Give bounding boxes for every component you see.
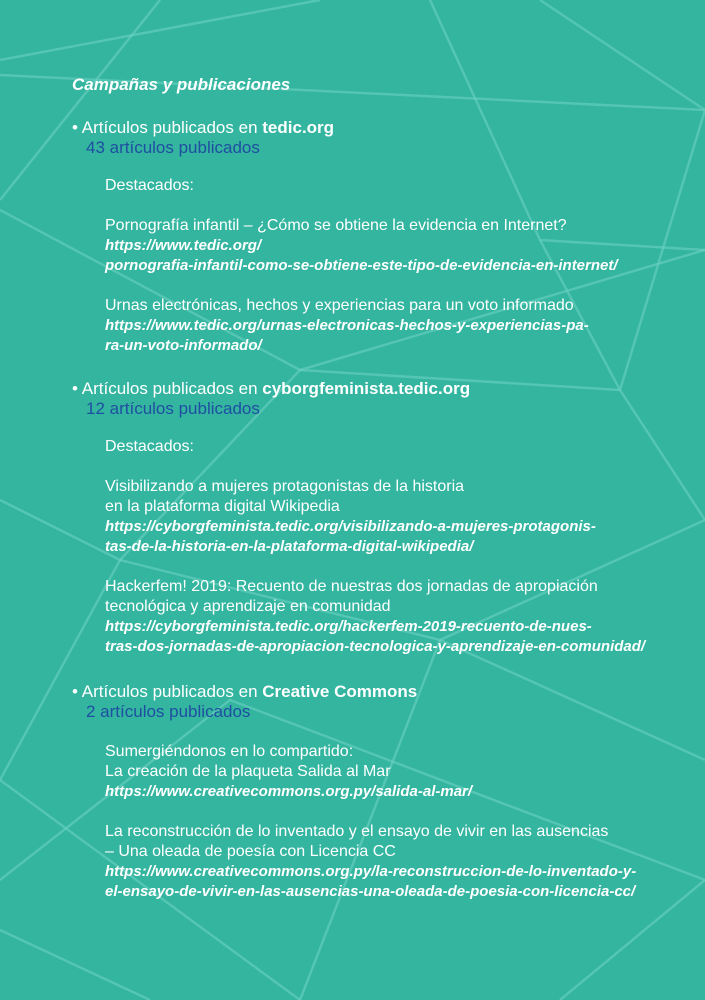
article-title: Sumergiéndonos en lo compartido:	[105, 743, 354, 760]
bullet: •	[72, 118, 78, 137]
article-url[interactable]: tas-de-la-historia-en-la-plataforma-digital-wikipedia/	[105, 538, 474, 555]
article-count: 2 artículos publicados	[86, 702, 251, 721]
article-title: Hackerfem! 2019: Recuento de nuestras dos jornadas de apropiación	[105, 578, 598, 595]
article-item	[105, 296, 670, 356]
article-title: Pornografía infantil – ¿Cómo se obtiene la evidencia en Internet?	[105, 217, 567, 234]
site-name: tedic.org	[262, 118, 335, 137]
section-tedic	[72, 118, 672, 356]
article-url[interactable]: https://cyborgfeminista.tedic.org/hackerfem-2019-recuento-de-nues-	[105, 618, 592, 635]
article-url[interactable]: https://www.tedic.org/urnas-electronicas-hechos-y-experiencias-pa-	[105, 317, 589, 334]
heading-prefix: Artículos publicados en	[81, 118, 258, 137]
article-item	[105, 477, 670, 557]
featured-label: Destacados:	[105, 438, 194, 455]
section-creative-commons	[72, 682, 672, 902]
article-title: La creación de la plaqueta Salida al Mar	[105, 763, 391, 780]
section-cyborgfeminista	[72, 379, 672, 657]
article-title: en la plataforma digital Wikipedia	[105, 498, 340, 515]
bullet: •	[72, 379, 78, 398]
article-url[interactable]: ra-un-voto-informado/	[105, 337, 262, 354]
heading-prefix: Artículos publicados en	[81, 682, 258, 701]
article-count: 12 artículos publicados	[86, 399, 260, 418]
article-url[interactable]: tras-dos-jornadas-de-apropiacion-tecnologica-y-aprendizaje-en-comunidad/	[105, 638, 646, 655]
section-heading	[72, 682, 672, 702]
article-url[interactable]: https://www.creativecommons.org.py/la-reconstruccion-de-lo-inventado-y-	[105, 863, 637, 880]
section-body	[72, 742, 670, 902]
article-item	[105, 577, 670, 657]
article-url[interactable]: pornografia-infantil-como-se-obtiene-este-tipo-de-evidencia-en-internet/	[105, 257, 618, 274]
article-item	[105, 742, 670, 802]
section-body	[72, 176, 670, 356]
article-url[interactable]: el-ensayo-de-vivir-en-las-ausencias-una-oleada-de-poesia-con-licencia-cc/	[105, 883, 636, 900]
article-item	[105, 216, 670, 276]
section-heading	[72, 379, 672, 399]
section-heading	[72, 118, 672, 138]
heading-prefix: Artículos publicados en	[81, 379, 258, 398]
article-url[interactable]: https://www.creativecommons.org.py/salida-al-mar/	[105, 783, 473, 800]
site-name: Creative Commons	[262, 682, 418, 701]
section-body	[72, 437, 670, 657]
article-url[interactable]: https://www.tedic.org/	[105, 237, 262, 254]
site-name: cyborgfeminista.tedic.org	[262, 379, 471, 398]
article-title: Urnas electrónicas, hechos y experiencias para un voto informado	[105, 297, 574, 314]
article-url[interactable]: https://cyborgfeminista.tedic.org/visibilizando-a-mujeres-protagonis-	[105, 518, 596, 535]
bullet: •	[72, 682, 78, 701]
article-title: Visibilizando a mujeres protagonistas de la historia	[105, 478, 465, 495]
page-title: Campañas y publicaciones	[72, 75, 291, 94]
article-item	[105, 822, 670, 902]
article-title: – Una oleada de poesía con Licencia CC	[105, 843, 396, 860]
article-title: tecnológica y aprendizaje en comunidad	[105, 598, 391, 615]
article-count: 43 artículos publicados	[86, 138, 260, 157]
featured-label: Destacados:	[105, 177, 194, 194]
article-title: La reconstrucción de lo inventado y el ensayo de vivir en las ausencias	[105, 823, 609, 840]
